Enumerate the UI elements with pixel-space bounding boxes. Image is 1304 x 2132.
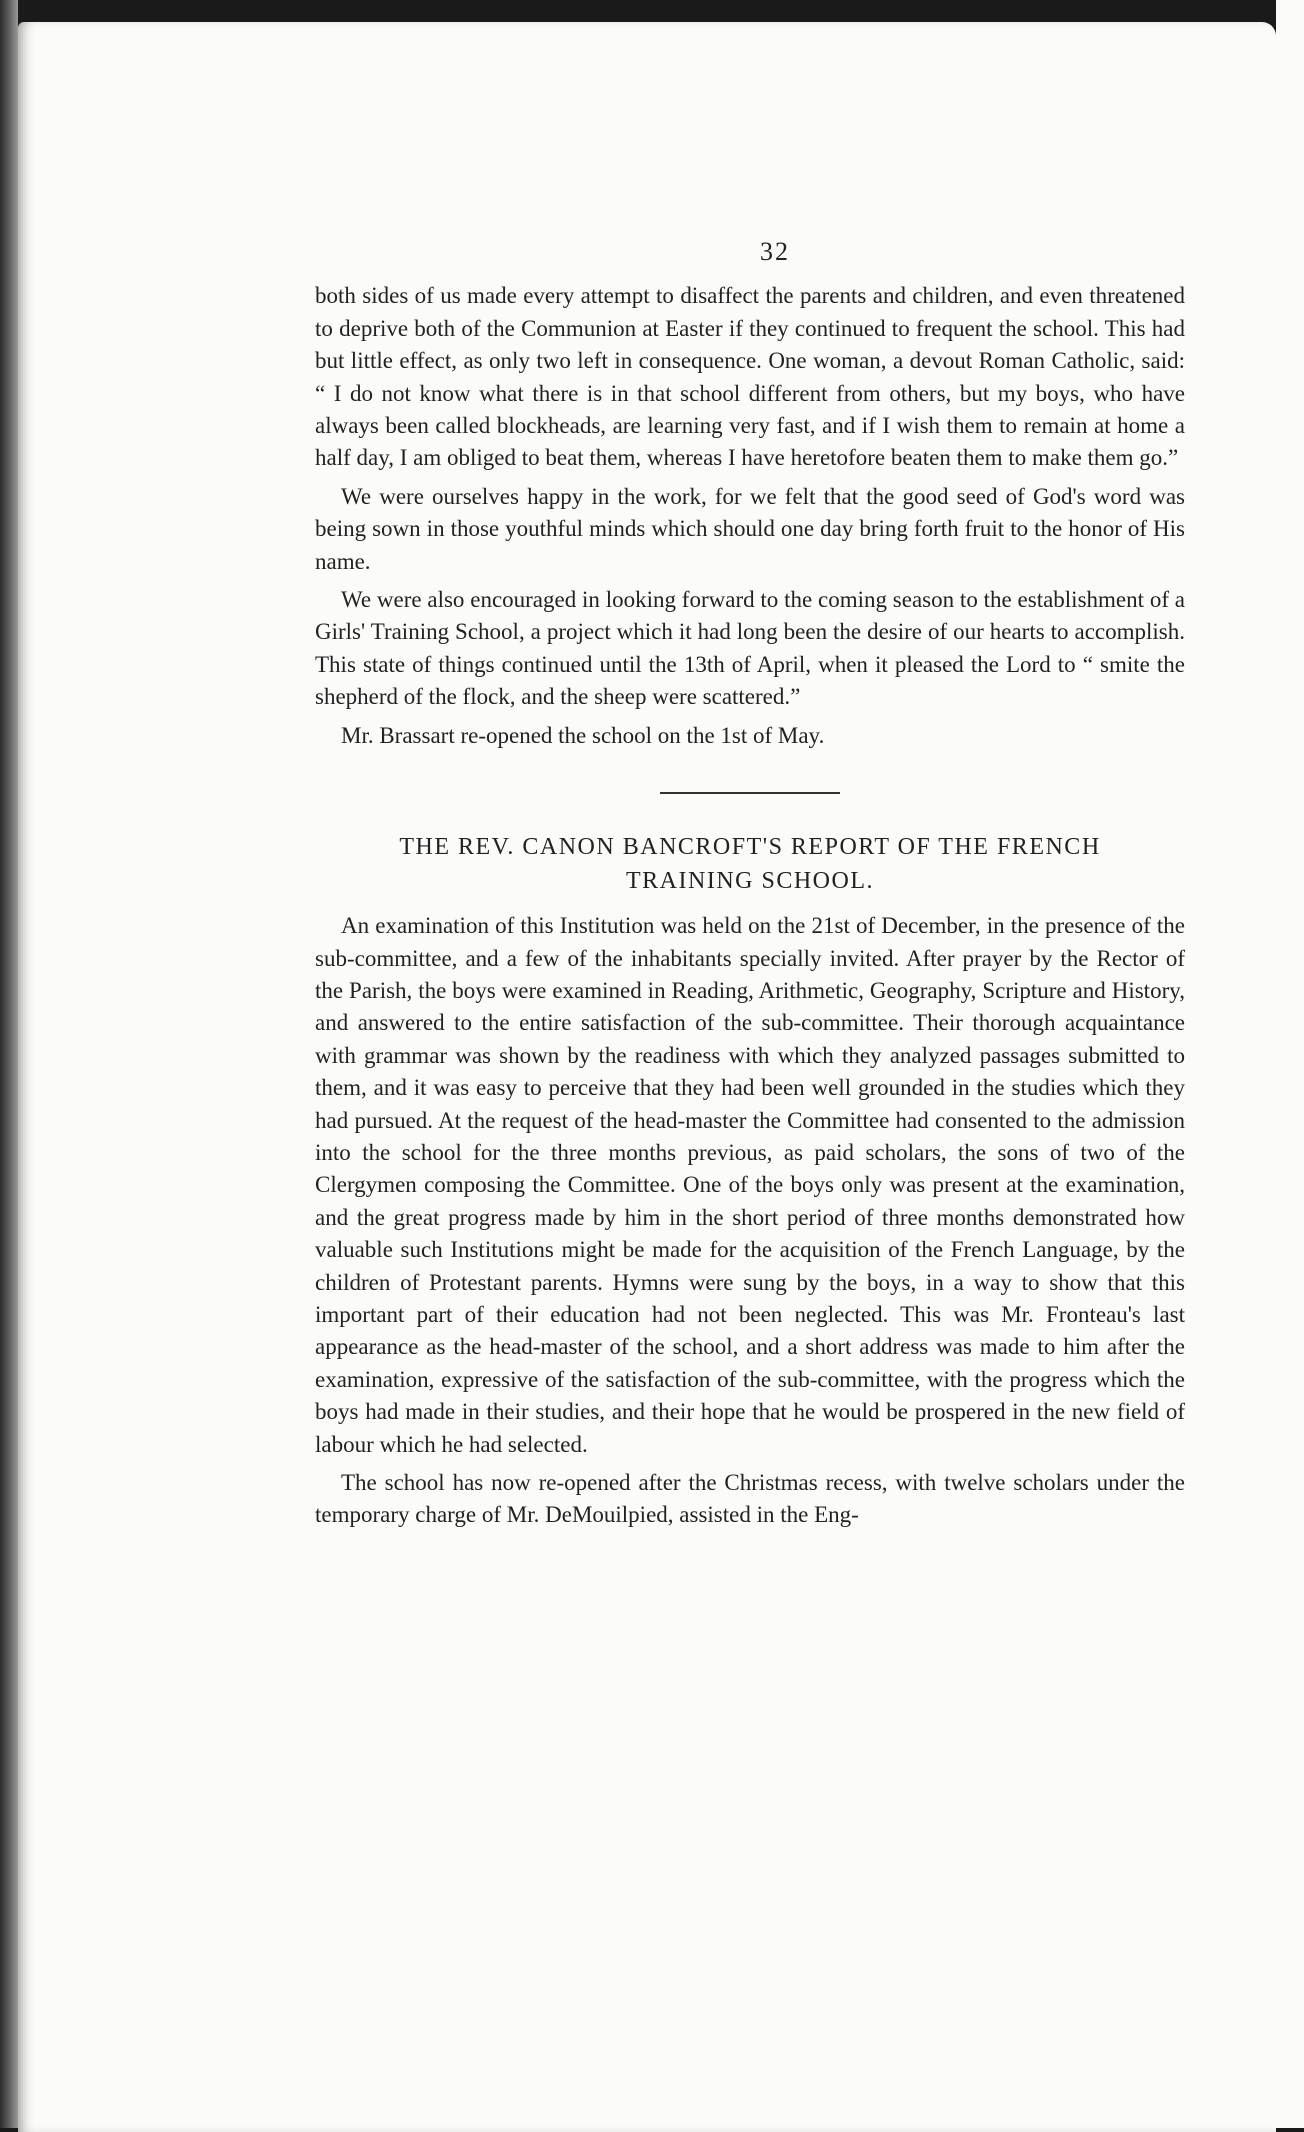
paragraph-examination: An examination of this Institution was held on the 21st of December, in the presence of the sub-committee, and a few of the inhabitants specially invited. After prayer by the Rector of the Parish, the boys were examined in Reading, Arithmetic, Geography, Scripture and History, and answered to the entire satisfaction of the sub-committee. Their thorough acquaintance with grammar was shown by the readiness with which they analyzed passages submitted to them, and it was easy to perceive that they had been well grounded in the studies which they had pursued. At the request of the head-master the Committee had consented to the admission into the school for the three months previous, as paid scholars, the sons of two of the Clergymen composing the Committee. One of the boys only was present at the examination, and the great progress made by him in the short period of three months demonstrated how valuable such Institutions might be made for the acquisition of the French Language, by the children of Protestant parents. Hymns were sung by the boys, in a way to show that this important part of their education had not been neglected. This was Mr. Fronteau's last appearance as the head-master of the school, and a short address was made to him after the examination, expressive of the satisfaction of the sub-committee, with the progress which the boys had made in their studies, and their hope that he would be prospered in the new field of labour which he had selected. bbox=[315, 913, 1185, 1457]
page-right-margin bbox=[1276, 0, 1304, 2128]
paragraph-christmas-recess: The school has now re-opened after the Christmas recess, with twelve scholars under the temporary charge of Mr. DeMouilpied, assisted in the Eng- bbox=[315, 1470, 1185, 1528]
page-content bbox=[315, 236, 1185, 1538]
paragraph-continued: both sides of us made every attempt to disaffect the parents and children, and even threatened to deprive both of the Communion at Easter if they continued to frequent the school. This had but little effect, as only two left in consequence. One woman, a devout Roman Catholic, said: “ I do not know what there is in that school different from others, but my boys, who have always been called blockheads, are learning very fast, and if I wish them to remain at home a half day, I am obliged to beat them, whereas I have heretofore beaten them to make them go.” bbox=[315, 283, 1185, 471]
page-number: 32 bbox=[760, 237, 790, 266]
section-heading-line2: TRAINING SCHOOL. bbox=[626, 868, 874, 895]
section-divider bbox=[660, 792, 840, 794]
book-spine-shadow bbox=[0, 0, 18, 2128]
section-heading bbox=[315, 830, 1185, 898]
paragraph-reopened: Mr. Brassart re-opened the school on the 1st of May. bbox=[341, 722, 825, 748]
paragraph-girls-school: We were also encouraged in looking forward to the coming season to the establishment of a Girls' Training School, a project which it had long been the desire of our hearts to accomplish. This state of things continued until the 13th of April, when it pleased the Lord to “ smite the shepherd of the flock, and the sheep were scattered.” bbox=[315, 587, 1185, 710]
section-heading-line1: THE REV. CANON BANCROFT'S REPORT OF THE FRENCH bbox=[399, 834, 1101, 861]
paragraph-happy-in-work: We were ourselves happy in the work, for we felt that the good seed of God's word was being sown in those youthful minds which should one day bring forth fruit to the honor of His name. bbox=[315, 483, 1185, 574]
